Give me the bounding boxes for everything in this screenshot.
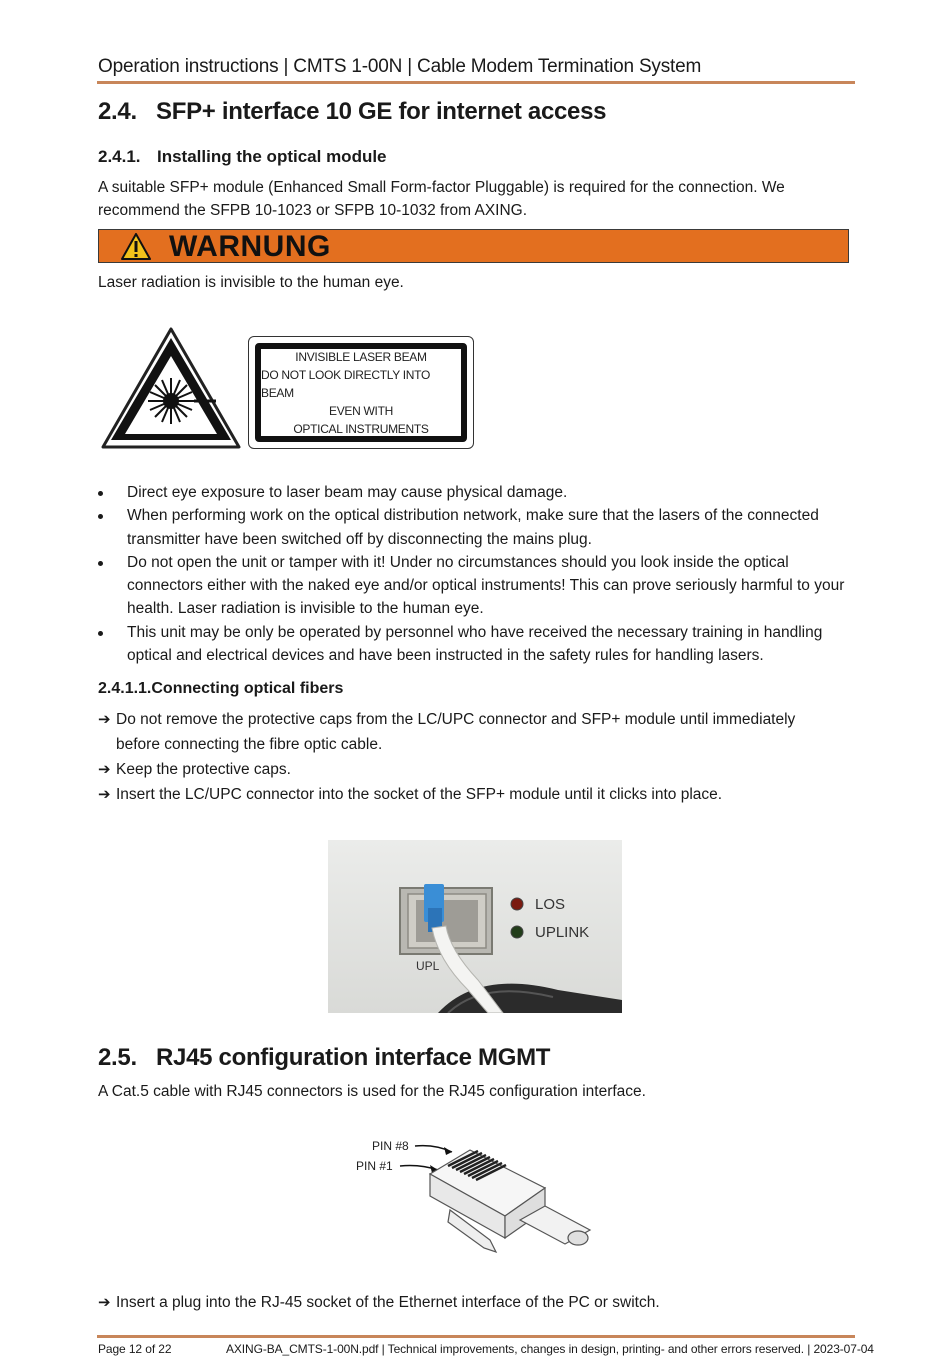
- laser-label-line: DO NOT LOOK DIRECTLY INTO BEAM: [261, 367, 430, 400]
- laser-label-frame: [255, 343, 467, 442]
- list-item: Direct eye exposure to laser beam may cause physical damage.: [98, 481, 858, 504]
- header-divider: [97, 81, 855, 84]
- bullet-icon: [98, 514, 103, 519]
- section-title: Installing the optical module: [157, 147, 387, 166]
- rj45-plug-diagram: [340, 1130, 610, 1265]
- warning-triangle-icon: [121, 233, 151, 260]
- led-uplink-label: UPLINK: [535, 924, 590, 941]
- sfp-port-photo: [328, 840, 622, 1013]
- section-number: 2.4.1.: [98, 147, 141, 166]
- port-label: UPL: [416, 959, 440, 973]
- page-footer: [98, 1342, 874, 1356]
- rj45-intro: A Cat.5 cable with RJ45 connectors is used for the RJ45 configuration interface.: [98, 1083, 646, 1100]
- heading-section-2-4-1: [98, 147, 387, 167]
- bullet-icon: [98, 631, 103, 636]
- heading-section-2-5: [98, 1044, 550, 1072]
- arrow-right-icon: ➔: [98, 761, 111, 778]
- rj45-steps: [98, 1290, 858, 1315]
- list-item: When performing work on the optical distribution network, make sure that the lasers of the connected transmitter have been switched off by disconnecting the mains plug.: [98, 504, 858, 551]
- laser-hazard-icon: [100, 326, 242, 450]
- intro-paragraph: A suitable SFP+ module (Enhanced Small Form-factor Pluggable) is required for the connection. We recommend the SFPB 10-1023 or SFPB 10-1032 from AXING.: [98, 179, 785, 219]
- laser-label-line: INVISIBLE LASER BEAM: [295, 349, 427, 364]
- section-title: SFP+ interface 10 GE for internet access: [156, 98, 607, 125]
- pin8-label: PIN #8: [372, 1139, 409, 1153]
- step-item: ➔ Keep the protective caps.: [98, 757, 858, 782]
- arrow-right-icon: ➔: [98, 786, 111, 803]
- arrow-right-icon: ➔: [98, 711, 111, 728]
- heading-section-2-4: [98, 98, 606, 126]
- section-number: 2.4.1.1.: [98, 680, 152, 697]
- safety-bullet-list: [98, 481, 858, 667]
- laser-label-line: EVEN WITH: [329, 403, 393, 418]
- warning-banner: [98, 229, 849, 263]
- step-item: ➔ Insert the LC/UPC connector into the socket of the SFP+ module until it clicks into place.: [98, 782, 858, 807]
- footer-info: AXING-BA_CMTS-1-00N.pdf | Technical improvements, changes in design, printing- and other errors reserved. | 2023-07-04: [226, 1342, 874, 1356]
- page-number: Page 12 of 22: [98, 1342, 172, 1356]
- running-header: Operation instructions | CMTS 1-00N | Cable Modem Termination System: [98, 56, 702, 77]
- section-number: 2.5.: [98, 1044, 137, 1071]
- laser-warning-label: [248, 336, 474, 449]
- list-item: This unit may be only be operated by personnel who have received the necessary training in handling optical and electrical devices and have been instructed in the safety rules for handling lasers.: [98, 621, 858, 668]
- arrow-right-icon: ➔: [98, 1294, 111, 1311]
- step-item: ➔ Insert a plug into the RJ-45 socket of the Ethernet interface of the PC or switch.: [98, 1290, 858, 1315]
- fiber-steps: [98, 707, 858, 807]
- warning-note: Laser radiation is invisible to the human eye.: [98, 274, 404, 291]
- footer-divider: [97, 1335, 855, 1338]
- led-los-label: LOS: [535, 896, 566, 913]
- section-number: 2.4.: [98, 98, 137, 125]
- bullet-icon: [98, 491, 103, 496]
- list-item: Do not open the unit or tamper with it! Under no circumstances should you look inside the optical connectors either with the naked eye and/or optical instruments! This can prove seriously harmful to your health. Laser radiation is invisible to the human eye.: [98, 551, 858, 621]
- section-title: Connecting optical fibers: [151, 680, 344, 697]
- sfp-photo-graphic: [328, 840, 622, 1013]
- laser-label-line: OPTICAL INSTRUMENTS: [293, 421, 429, 436]
- warning-label: WARNUNG: [169, 230, 331, 263]
- heading-section-2-4-1-1: [98, 680, 343, 698]
- section-title: RJ45 configuration interface MGMT: [156, 1044, 551, 1071]
- pin1-label: PIN #1: [356, 1159, 393, 1173]
- step-item: ➔ Do not remove the protective caps from the LC/UPC connector and SFP+ module until immediately before connecting the fibre optic cable.: [98, 707, 796, 757]
- bullet-icon: [98, 561, 103, 566]
